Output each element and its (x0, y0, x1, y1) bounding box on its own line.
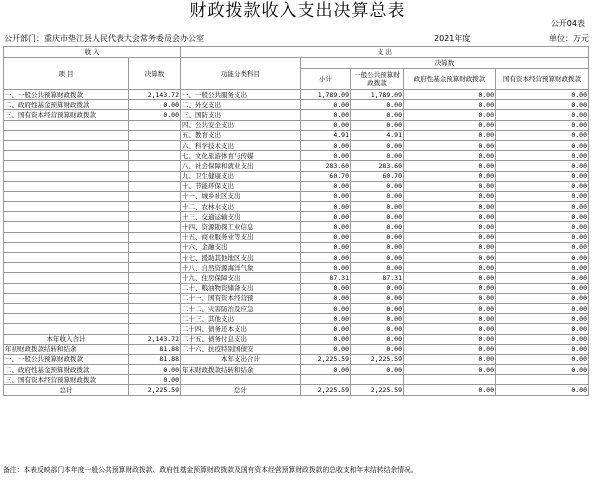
state-capital-amount: 0.00 (496, 161, 589, 171)
subtotal-amount (301, 375, 351, 385)
state-capital-amount: 0.00 (496, 283, 589, 293)
general-budget-amount: 0.00 (351, 324, 404, 334)
gov-fund-amount: 0.00 (404, 365, 496, 375)
general-budget-amount: 0.00 (351, 181, 404, 191)
final-amount-expense-header: 决算数 (301, 58, 589, 69)
income-amount (129, 242, 181, 252)
gov-fund-amount: 0.00 (404, 273, 496, 283)
table-row (4, 212, 589, 222)
subtotal-amount: 1,789.09 (301, 90, 351, 100)
expense-item: 二十一、国有资本经营预 (181, 293, 301, 303)
expense-item: 十四、资源勘探工业信息 (181, 222, 301, 232)
subtotal-amount: 87.31 (301, 273, 351, 283)
subtotal-amount: 0.00 (301, 324, 351, 334)
income-amount (129, 263, 181, 273)
expense-item: 二十五、债务付息支出 (181, 334, 301, 344)
func-subject-header: 功能分类科目 (181, 58, 301, 90)
expense-item: 二十六、抗疫特别国债安 (181, 344, 301, 354)
income-item (4, 212, 129, 222)
subtotal-amount: 0.00 (301, 242, 351, 252)
state-capital-amount: 0.00 (496, 365, 589, 375)
state-capital-amount: 0.00 (496, 263, 589, 273)
gov-fund-amount: 0.00 (404, 181, 496, 191)
table-row (4, 375, 589, 385)
table-row (4, 365, 589, 375)
income-item (4, 283, 129, 293)
income-item: 二、政府性基金预算财政拨款 (4, 100, 129, 110)
state-capital-amount: 0.00 (496, 202, 589, 212)
general-budget-amount: 60.70 (351, 171, 404, 181)
table-row (4, 181, 589, 191)
general-budget-amount: 0.00 (351, 303, 404, 313)
table-row (4, 100, 589, 110)
table-row (4, 232, 589, 242)
expense-header: 支 出 (181, 47, 589, 58)
table-row (4, 110, 589, 120)
general-budget-amount: 283.60 (351, 161, 404, 171)
gov-fund-header: 政府性基金预算财政拨款 (404, 69, 496, 90)
general-budget-amount: 0.00 (351, 242, 404, 252)
expense-item: 年末财政拨款结转和结余 (181, 365, 301, 375)
income-item (4, 161, 129, 171)
gov-fund-amount: 0.00 (404, 100, 496, 110)
table-row (4, 263, 589, 273)
gov-fund-amount: 0.00 (404, 130, 496, 140)
subtotal-amount: 0.00 (301, 212, 351, 222)
expense-item: 二十三、其他支出 (181, 314, 301, 324)
subtotal-amount: 0.00 (301, 120, 351, 130)
state-capital-amount: 0.00 (496, 253, 589, 263)
general-budget-amount: 0.00 (351, 151, 404, 161)
item-header: 项 目 (4, 58, 129, 90)
income-item (4, 202, 129, 212)
gov-fund-amount: 0.00 (404, 242, 496, 252)
table-row (4, 171, 589, 181)
income-amount (129, 151, 181, 161)
subtotal-amount: 0.00 (301, 222, 351, 232)
income-item (4, 253, 129, 263)
general-budget-amount (351, 375, 404, 385)
subtotal-amount: 0.00 (301, 191, 351, 201)
subtotal-amount: 0.00 (301, 344, 351, 354)
general-budget-amount: 0.00 (351, 140, 404, 150)
state-capital-amount: 0.00 (496, 181, 589, 191)
subtotal-amount: 60.70 (301, 171, 351, 181)
subtotal-amount: 2,225.59 (301, 354, 351, 364)
table-row (4, 242, 589, 252)
state-capital-amount: 0.00 (496, 334, 589, 344)
income-item (4, 293, 129, 303)
state-capital-amount: 0.00 (496, 303, 589, 313)
general-budget-amount: 2,225.59 (351, 385, 404, 395)
subtotal-amount: 0.00 (301, 314, 351, 324)
income-amount (129, 314, 181, 324)
general-budget-amount: 0.00 (351, 191, 404, 201)
subtotal-amount: 0.00 (301, 365, 351, 375)
income-amount (129, 222, 181, 232)
general-budget-amount: 0.00 (351, 110, 404, 120)
income-amount: 0.00 (129, 110, 181, 120)
income-amount: 2,225.59 (129, 385, 181, 395)
income-item: 一、一般公共预算财政拨款 (4, 354, 129, 364)
gov-fund-amount: 0.00 (404, 191, 496, 201)
table-row (4, 130, 589, 140)
income-item: 本年收入合计 (4, 334, 129, 344)
expense-item: 本年支出合计 (181, 354, 301, 364)
income-amount (129, 293, 181, 303)
state-capital-amount: 0.00 (496, 242, 589, 252)
general-budget-amount: 1,789.09 (351, 90, 404, 100)
income-amount (129, 171, 181, 181)
state-capital-amount: 0.00 (496, 212, 589, 222)
gov-fund-amount: 0.00 (404, 334, 496, 344)
expense-item: 十五、商业服务业等支出 (181, 232, 301, 242)
unit-label: 单位：万元 (549, 34, 589, 43)
state-capital-amount: 0.00 (496, 130, 589, 140)
income-amount (129, 191, 181, 201)
expense-item: 十三、交通运输支出 (181, 212, 301, 222)
form-code: 公开04表 (550, 19, 585, 28)
income-amount (129, 161, 181, 171)
final-amount-header: 决算数 (129, 58, 181, 90)
income-item: 三、国有资本经营预算财政拨款 (4, 375, 129, 385)
subtotal-amount: 0.00 (301, 293, 351, 303)
income-item (4, 130, 129, 140)
income-amount (129, 120, 181, 130)
subtotal-amount: 0.00 (301, 202, 351, 212)
expense-item: 十六、金融支出 (181, 242, 301, 252)
income-item (4, 303, 129, 313)
income-amount (129, 202, 181, 212)
expense-item: 六、科学技术支出 (181, 140, 301, 150)
general-budget-amount: 0.00 (351, 120, 404, 130)
table-row (4, 385, 589, 395)
state-capital-amount: 0.00 (496, 191, 589, 201)
income-amount (129, 130, 181, 140)
gov-fund-amount: 0.00 (404, 161, 496, 171)
expense-item: 十九、住房保障支出 (181, 273, 301, 283)
state-capital-amount: 0.00 (496, 293, 589, 303)
general-budget-amount: 0.00 (351, 365, 404, 375)
table-row (4, 324, 589, 334)
gov-fund-amount: 0.00 (404, 120, 496, 130)
fiscal-year: 2021年度 (434, 34, 471, 43)
gov-fund-amount (404, 375, 496, 385)
state-capital-amount: 0.00 (496, 151, 589, 161)
gov-fund-amount: 0.00 (404, 222, 496, 232)
state-capital-amount: 0.00 (496, 222, 589, 232)
subtotal-header: 小计 (301, 69, 351, 90)
gov-fund-amount: 0.00 (404, 202, 496, 212)
gov-fund-amount: 0.00 (404, 385, 496, 395)
expense-item: 二十、粮油物资储备支出 (181, 283, 301, 293)
gov-fund-amount: 0.00 (404, 354, 496, 364)
gov-fund-amount: 0.00 (404, 232, 496, 242)
income-amount: 2,143.72 (129, 334, 181, 344)
general-budget-amount: 0.00 (351, 334, 404, 344)
report-title: 财政拨款收入支出决算总表 (189, 1, 406, 21)
income-item: 二、政府性基金预算财政拨款 (4, 365, 129, 375)
gov-fund-amount: 0.00 (404, 283, 496, 293)
income-amount (129, 181, 181, 191)
table-row (4, 283, 589, 293)
expense-item: 二十二、灾害防治及应急 (181, 303, 301, 313)
general-budget-amount: 0.00 (351, 293, 404, 303)
gov-fund-amount: 0.00 (404, 90, 496, 100)
general-budget-amount: 0.00 (351, 222, 404, 232)
state-capital-amount: 0.00 (496, 140, 589, 150)
expense-item (181, 375, 301, 385)
income-amount (129, 253, 181, 263)
income-item (4, 140, 129, 150)
footnote: 备注：本表反映部门本年度一般公共预算财政拨款、政府性基金预算财政拨款及国有资本经营预算财政拨款的总收支和年末结转结余情况。 (3, 466, 418, 474)
subtotal-amount: 0.00 (301, 263, 351, 273)
income-amount (129, 303, 181, 313)
income-amount (129, 324, 181, 334)
state-capital-amount (496, 375, 589, 385)
expense-item: 四、公共安全支出 (181, 120, 301, 130)
income-item (4, 314, 129, 324)
income-item (4, 181, 129, 191)
expense-item: 五、教育支出 (181, 130, 301, 140)
state-capital-amount: 0.00 (496, 324, 589, 334)
report-meta (4, 33, 589, 45)
income-item: 总计 (4, 385, 129, 395)
expense-item: 八、社会保障和就业支出 (181, 161, 301, 171)
state-capital-header: 国有资本经营预算财政拨款 (496, 69, 589, 90)
general-budget-amount: 0.00 (351, 202, 404, 212)
budget-table (3, 46, 589, 396)
gov-fund-amount: 0.00 (404, 151, 496, 161)
income-amount (129, 212, 181, 222)
expense-item: 十、节能环保支出 (181, 181, 301, 191)
department-label: 公开部门：重庆市垫江县人民代表大会常务委员会办公室 (4, 34, 204, 43)
table-row (4, 151, 589, 161)
income-amount (129, 140, 181, 150)
subtotal-amount: 2,225.59 (301, 385, 351, 395)
income-amount: 0.00 (129, 365, 181, 375)
table-row (4, 344, 589, 354)
table-row (4, 120, 589, 130)
gov-fund-amount: 0.00 (404, 171, 496, 181)
table-row (4, 334, 589, 344)
income-header: 收 入 (4, 47, 181, 58)
state-capital-amount: 0.00 (496, 314, 589, 324)
state-capital-amount: 0.00 (496, 344, 589, 354)
subtotal-amount: 0.00 (301, 140, 351, 150)
table-row (4, 293, 589, 303)
subtotal-amount: 0.00 (301, 334, 351, 344)
expense-item: 三、国防支出 (181, 110, 301, 120)
income-item (4, 191, 129, 201)
gov-fund-amount: 0.00 (404, 253, 496, 263)
gov-fund-amount: 0.00 (404, 263, 496, 273)
subtotal-amount: 0.00 (301, 100, 351, 110)
state-capital-amount: 0.00 (496, 110, 589, 120)
income-item: 一、一般公共预算财政拨款 (4, 90, 129, 100)
income-item (4, 171, 129, 181)
expense-item: 十一、城乡社区支出 (181, 191, 301, 201)
income-item (4, 120, 129, 130)
subtotal-amount: 0.00 (301, 283, 351, 293)
income-item: 三、国有资本经营预算财政拨款 (4, 110, 129, 120)
general-budget-amount: 0.00 (351, 314, 404, 324)
table-row (4, 303, 589, 313)
expense-item: 七、文化旅游体育与传媒 (181, 151, 301, 161)
general-budget-amount: 0.00 (351, 100, 404, 110)
expense-item: 十七、援助其他地区支出 (181, 253, 301, 263)
income-amount: 81.88 (129, 344, 181, 354)
general-budget-amount: 87.31 (351, 273, 404, 283)
subtotal-amount: 0.00 (301, 110, 351, 120)
expense-item: 二、外交支出 (181, 100, 301, 110)
gov-fund-amount: 0.00 (404, 293, 496, 303)
income-amount: 0.00 (129, 375, 181, 385)
general-budget-amount: 0.00 (351, 212, 404, 222)
state-capital-amount: 0.00 (496, 273, 589, 283)
general-budget-amount: 0.00 (351, 344, 404, 354)
table-row (4, 354, 589, 364)
table-body (4, 90, 589, 396)
subtotal-amount: 4.91 (301, 130, 351, 140)
income-amount (129, 283, 181, 293)
subtotal-amount: 0.00 (301, 253, 351, 263)
state-capital-amount: 0.00 (496, 354, 589, 364)
table-row (4, 314, 589, 324)
expense-item: 总计 (181, 385, 301, 395)
state-capital-amount: 0.00 (496, 100, 589, 110)
table-row (4, 273, 589, 283)
gov-fund-amount: 0.00 (404, 344, 496, 354)
general-budget-amount: 0.00 (351, 283, 404, 293)
state-capital-amount: 0.00 (496, 232, 589, 242)
general-budget-amount: 0.00 (351, 253, 404, 263)
gov-fund-amount: 0.00 (404, 314, 496, 324)
income-item (4, 242, 129, 252)
state-capital-amount: 0.00 (496, 385, 589, 395)
income-item (4, 273, 129, 283)
general-budget-amount: 4.91 (351, 130, 404, 140)
income-item (4, 263, 129, 273)
gov-fund-amount: 0.00 (404, 212, 496, 222)
general-budget-header: 一般公共预算财政拨款 (351, 69, 404, 90)
expense-item: 九、卫生健康支出 (181, 171, 301, 181)
general-budget-amount: 2,225.59 (351, 354, 404, 364)
income-item (4, 151, 129, 161)
expense-item: 一、一般公共服务支出 (181, 90, 301, 100)
subtotal-amount: 0.00 (301, 181, 351, 191)
income-item (4, 324, 129, 334)
table-row (4, 253, 589, 263)
state-capital-amount: 0.00 (496, 171, 589, 181)
income-amount: 0.00 (129, 100, 181, 110)
expense-item: 十八、自然资源海洋气象 (181, 263, 301, 273)
table-row (4, 161, 589, 171)
table-row (4, 202, 589, 212)
income-amount (129, 273, 181, 283)
gov-fund-amount: 0.00 (404, 324, 496, 334)
income-amount: 81.88 (129, 354, 181, 364)
table-row (4, 140, 589, 150)
general-budget-amount: 0.00 (351, 232, 404, 242)
expense-item: 十二、农林水支出 (181, 202, 301, 212)
subtotal-amount: 0.00 (301, 303, 351, 313)
table-row (4, 191, 589, 201)
general-budget-amount: 0.00 (351, 263, 404, 273)
income-amount (129, 232, 181, 242)
income-item (4, 222, 129, 232)
expense-item: 二十四、债务还本支出 (181, 324, 301, 334)
table-row (4, 222, 589, 232)
subtotal-amount: 0.00 (301, 232, 351, 242)
table-row (4, 90, 589, 100)
gov-fund-amount: 0.00 (404, 303, 496, 313)
state-capital-amount: 0.00 (496, 90, 589, 100)
gov-fund-amount: 0.00 (404, 110, 496, 120)
subtotal-amount: 283.60 (301, 161, 351, 171)
gov-fund-amount: 0.00 (404, 140, 496, 150)
state-capital-amount: 0.00 (496, 120, 589, 130)
income-amount: 2,143.72 (129, 90, 181, 100)
income-item: 年初财政拨款结转和结余 (4, 344, 129, 354)
income-item (4, 232, 129, 242)
subtotal-amount: 0.00 (301, 151, 351, 161)
